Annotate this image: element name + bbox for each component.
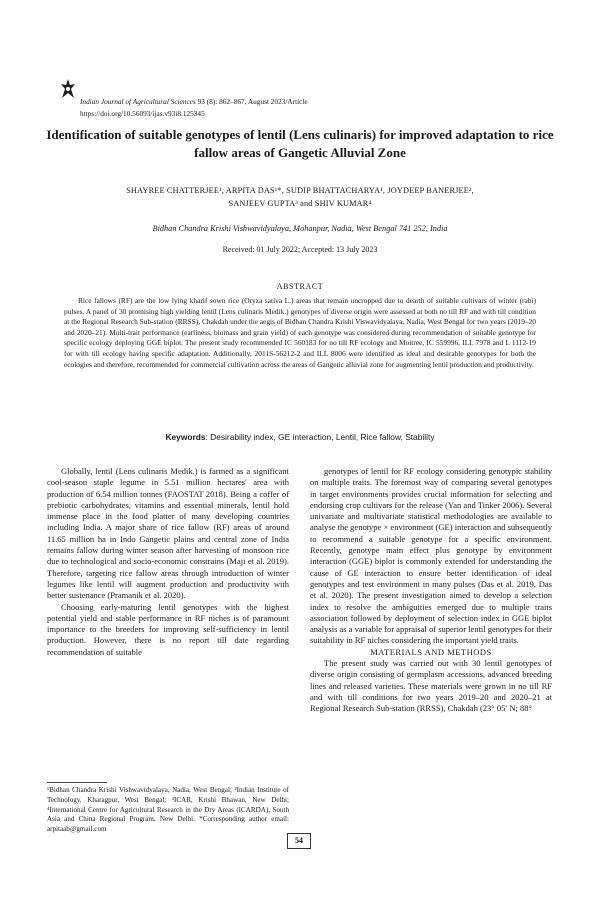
left-column bbox=[47, 466, 289, 658]
page-number: 54 bbox=[287, 833, 311, 849]
right-column bbox=[310, 466, 552, 715]
abstract-body bbox=[64, 296, 536, 370]
keywords bbox=[40, 432, 560, 442]
keywords-label: Keywords bbox=[165, 432, 206, 442]
footnote-divider bbox=[47, 782, 107, 783]
abstract-heading: ABSTRACT bbox=[276, 282, 324, 291]
journal-name: Indian Journal of Agricultural Sciences bbox=[80, 97, 196, 106]
authors-line-2: SANJEEV GUPTA³ and SHIV KUMAR⁴ bbox=[228, 199, 372, 208]
paper-title: Identification of suitable genotypes of lentil (Lens culinaris) for improved adaptation to rice fallow areas of Gangetic Alluvial Zone bbox=[46, 127, 554, 160]
authors-line-1: SHAYREE CHATTERJEE¹, ARPITA DAS¹*, SUDIP BHATTACHARYA¹, JOYDEEP BANERJEE², bbox=[126, 186, 474, 195]
footnote: ¹Bidhan Chandra Krishi Vishwavidyalaya, Nadia, West Bengal; ²Indian Institute of Technology, Kharagpur, West Bengal; ³ICAR, Krishi Bhawan, New Delhi; ⁴International Centre for Agricultural Research in the Dry Areas (ICARDA), South Asia and China Regional Program, New Delhi. *Corresponding author email: arpitaab@gmail.com bbox=[47, 786, 289, 834]
journal-issue: 93 (8): 862–867, August 2023/Article bbox=[195, 97, 308, 106]
author-list bbox=[40, 184, 560, 210]
intro-paragraph-2: Choosing early-maturing lentil genotypes with the highest potential yield and stable performance in RF niches is of paramount importance to the breeders for improving self-sufficiency in lentil production. However, there is no report till date regarding recommendation of suitable bbox=[47, 601, 289, 657]
materials-methods-heading: MATERIALS AND METHODS bbox=[370, 646, 492, 657]
keywords-list: : Desirability index, GE interaction, Lentil, Rice fallow, Stability bbox=[205, 432, 435, 442]
journal-citation bbox=[80, 97, 560, 106]
intro-paragraph-1: Globally, lentil (Lens culinaris Medik.) is farmed as a significant cool-season staple legume in 5.51 million hectares' area with production of 6.54 million tonnes (FAOSTAT 2018). Being a coffer of prebiotic carbohydrates, vitamins and essential minerals, lentil hold immense place in the food platter of many developing countries including India. A major share of rice fallow (RF) areas of around 11.65 million ha in Indo Gangetic plains and central zone of India remains fallow during winter season after harvesting of monsoon rice due to technological and socio-economic constrains (Maji et al. 2019). Therefore, targeting rice fallow areas through introduction of winter legumes like lentil will augment production and productivity with better sustenance (Pramanik et al. 2020). bbox=[47, 466, 289, 601]
methods-paragraph-1: The present study was carried out with 30 lentil genotypes of diverse origin consisting of germplasm accessions, advanced breeding lines and released varieties. These materials were grown in no till RF and with till conditions for two years 2019–20 and 2020–21 at Regional Research Sub-station (RRSS), Chakdah (23° 05′ N; 88° bbox=[310, 658, 552, 714]
abstract-text: Rice fallows (RF) are the low lying kharif sown rice (Oryza sativa L.) areas that remain uncropped due to dearth of suitable cultivars of winter (rabi) pulses. A panel of 30 promising high yielding lentil (Lens culinaris Medik.) genotypes of diverse origin were assessed at both no till RF and with till condition at the Regional Research Sub-station (RRSS), Chakdah under the aegis of Bidhan Chandra Krishi Viswavidyalaya, Nadia, West Bengal for two years (2019–20 and 2020–21). Multi-trait performance (earliness, biomass and grain yield) of each genotype was considered during recommendation of suitable genotype for specific ecology deploying GGE biplot. The present study recommended IC 560183 for no till RF ecology and Moitree, IC 559996, ILL 7978 and L 1112-19 for with till ecology having specific adaptation. Additionally, 2011S-56212-2 and ILL 8006 were identified as ideal and desirable genotypes for both the ecologies and therefore, recommended for commercial cultivation across the areas of Gangetic alluvial zone for augmenting lentil production and productivity. bbox=[64, 296, 536, 369]
journal-logo-icon bbox=[60, 78, 76, 100]
doi-link[interactable]: https://doi.org/10.56093/ijas.v93i8.125345 bbox=[80, 109, 205, 118]
intro-paragraph-3: genotypes of lentil for RF ecology considering genotypic stability on multiple traits. The foremost way of comparing several genotypes in target environments provides crucial information for selecting and endorsing crop cultivars for the release (Yan and Tinker 2006). Several univariate and multivariate statistical methodologies are available to analyse the genotype × environment (GE) interaction and subsequently to recommend a suitable genotype for a specific environment. Recently, genotype main effect plus genotype by environment interaction (GGE) biplot is commonly extended for understanding the cause of GE interaction to ensure better identification of ideal genotypes and test environment in many pulses (Das et al. 2019, Das et al. 2020). The present investigation aimed to develop a selection index to resolve the ambiguities emerged due to multiple traits association followed by deployment of selection index in GGE biplot analysis as a variable for appraisal of superior lentil genotypes for their suitability in RF niches considering the important yield traits. bbox=[310, 466, 552, 646]
received-dates: Received: 01 July 2022; Accepted: 13 July 2023 bbox=[222, 245, 378, 254]
affiliation: Bidhan Chandra Krishi Vishwavidyalaya, Mohanpur, Nadia, West Bengal 741 252, India bbox=[152, 224, 448, 233]
